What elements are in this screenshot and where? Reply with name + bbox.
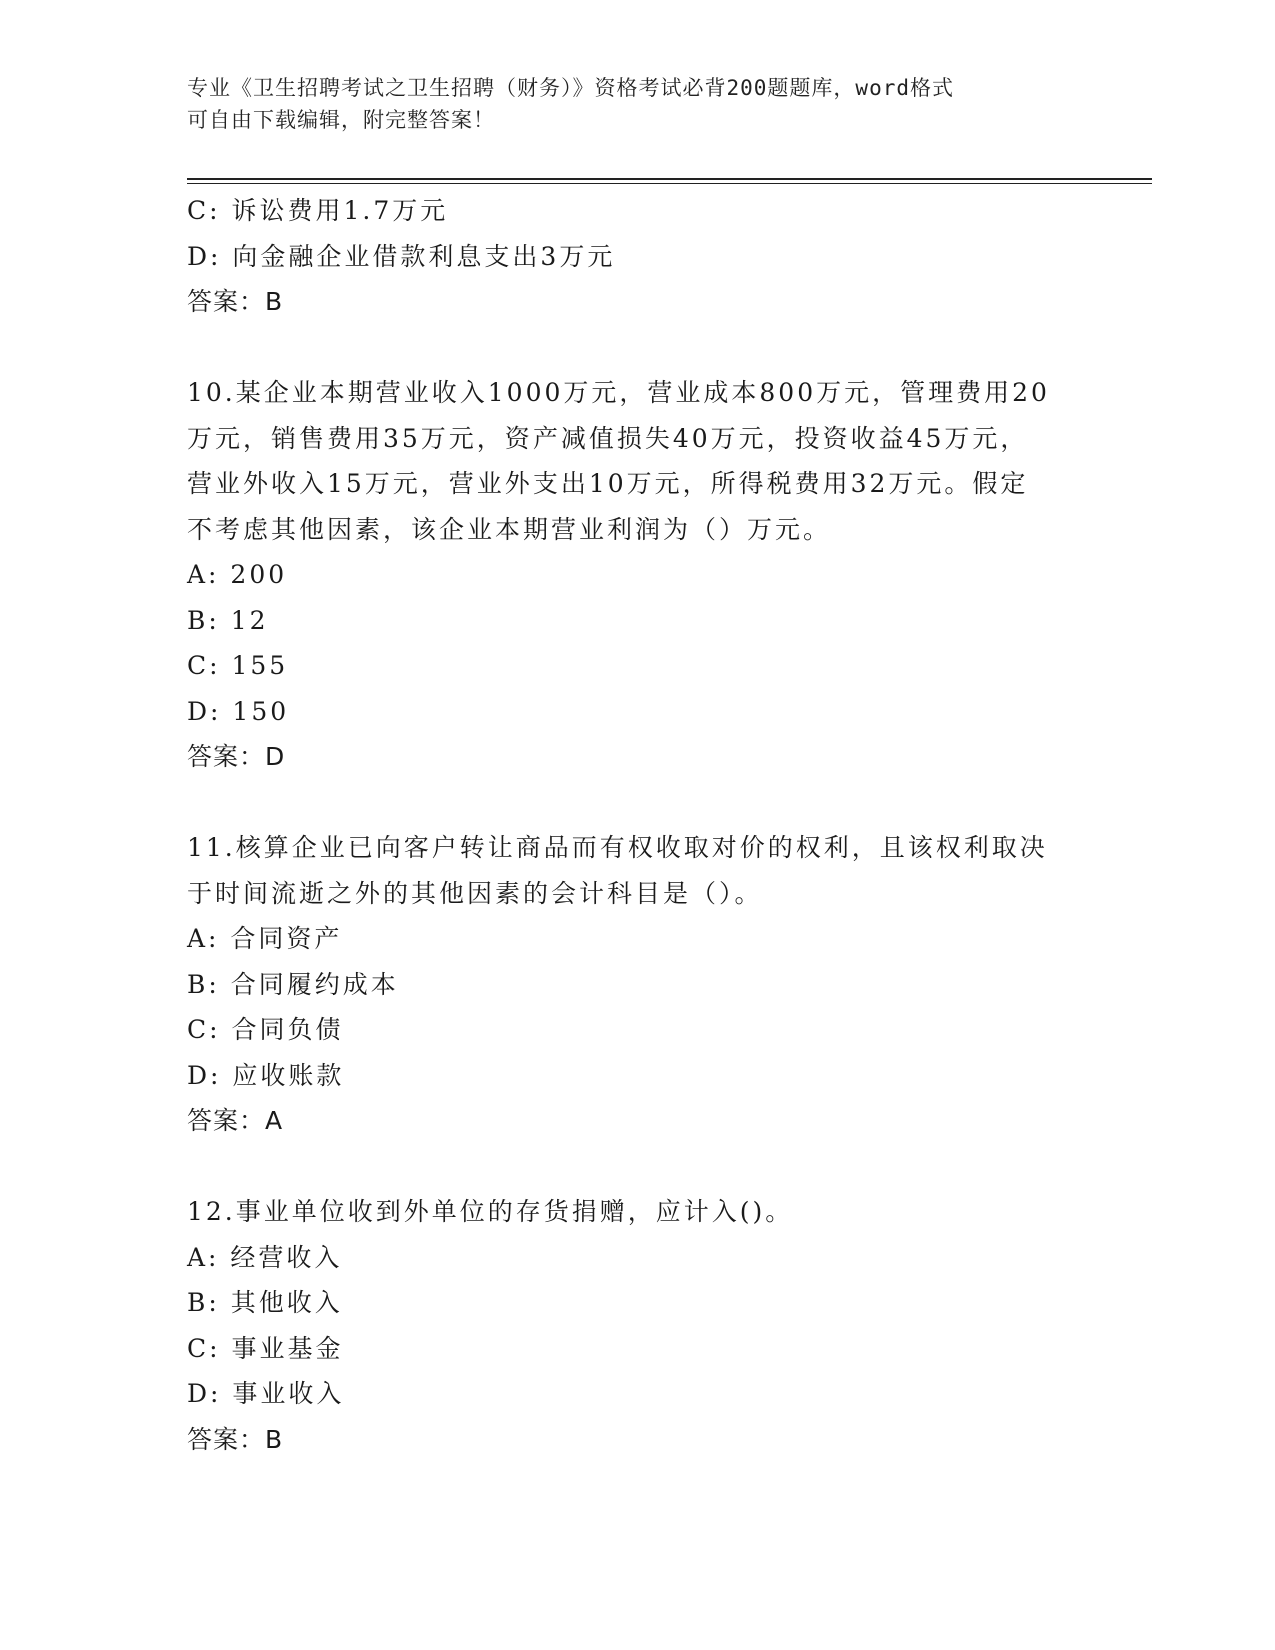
question-stem-line: 11.核算企业已向客户转让商品而有权收取对价的权利，且该权利取决 — [187, 833, 1048, 862]
option-b: B: 合同履约成本 — [187, 969, 399, 999]
spacer — [187, 780, 1087, 826]
answer-line: 答案：B — [187, 287, 284, 316]
spacer — [187, 1144, 1087, 1190]
header-divider-thick — [187, 178, 1152, 180]
header-divider-thin — [187, 183, 1152, 184]
option-d: D: 150 — [187, 696, 290, 726]
document-body — [187, 188, 1087, 1462]
answer-line: 答案：D — [187, 742, 286, 771]
option-a: A: 经营收入 — [187, 1242, 343, 1272]
question-stem-line: 不考虑其他因素，该企业本期营业利润为（）万元。 — [187, 514, 832, 544]
option-c: C: 合同负债 — [187, 1015, 344, 1044]
option-c: C: 事业基金 — [187, 1333, 344, 1363]
option-a: A: 合同资产 — [187, 924, 343, 953]
header-line-1: 专业《卫生招聘考试之卫生招聘（财务）》资格考试必背200题题库，word格式 — [187, 76, 954, 100]
question-stem-line: 于时间流逝之外的其他因素的会计科目是（）。 — [187, 878, 763, 908]
question-block-9-tail — [187, 188, 1087, 325]
question-stem-line: 万元，销售费用35万元，资产减值损失40万元，投资收益45万元， — [187, 423, 1029, 453]
question-block-11 — [187, 825, 1087, 1144]
question-block-12 — [187, 1189, 1087, 1462]
answer-line: 答案：B — [187, 1424, 284, 1454]
option-b: B: 12 — [187, 605, 269, 635]
option-c: C: 诉讼费用1.7万元 — [187, 196, 449, 225]
option-a: A: 200 — [187, 560, 288, 589]
question-block-10 — [187, 370, 1087, 780]
option-d: D: 应收账款 — [187, 1060, 345, 1090]
answer-line: 答案：A — [187, 1106, 284, 1135]
spacer — [187, 325, 1087, 371]
header-line-2: 可自由下载编辑，附完整答案！ — [187, 108, 495, 132]
option-d: D: 向金融企业借款利息支出3万元 — [187, 241, 616, 271]
question-stem-line: 10.某企业本期营业收入1000万元，营业成本800万元，管理费用20 — [187, 378, 1050, 407]
option-d: D: 事业收入 — [187, 1379, 345, 1408]
option-c: C: 155 — [187, 651, 289, 680]
option-b: B: 其他收入 — [187, 1288, 343, 1317]
question-stem-line: 营业外收入15万元，营业外支出10万元，所得税费用32万元。假定 — [187, 469, 1029, 498]
question-stem-line: 12.事业单位收到外单位的存货捐赠，应计入()。 — [187, 1197, 794, 1226]
document-header — [187, 72, 1087, 136]
